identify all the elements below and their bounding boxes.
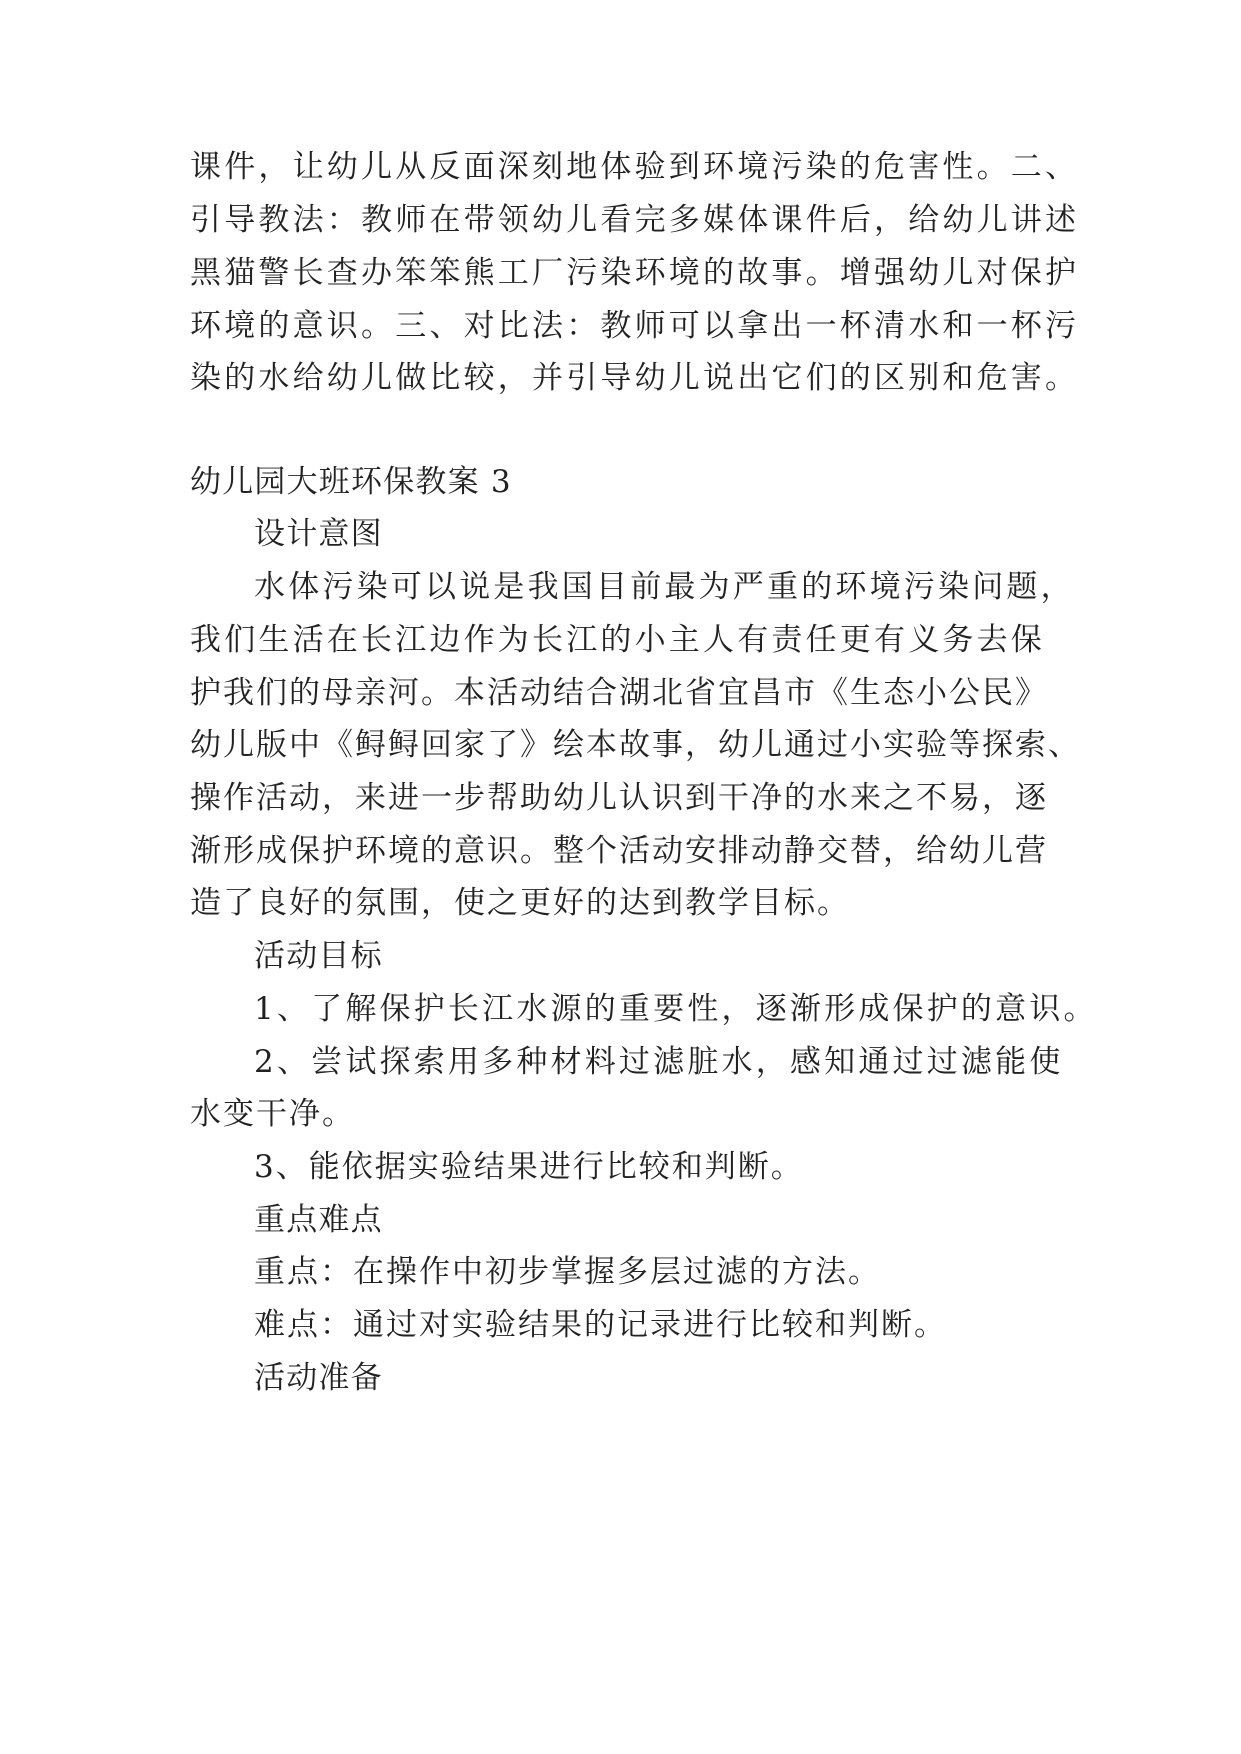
intro-line: 染的水给幼儿做比较，并引导幼儿说出它们的区别和危害。 (190, 360, 1080, 396)
design-paragraph-line: 操作活动，来进一步帮助幼儿认识到干净的水来之不易，逐 (190, 780, 1048, 816)
section-title: 幼儿园大班环保教案 3 (190, 464, 512, 500)
goal-item: 3、能依据实验结果进行比较和判断。 (254, 1149, 804, 1185)
intro-line: 课件，让幼儿从反面深刻地体验到环境污染的危害性。二、 (190, 149, 1080, 185)
key-point: 重点：在操作中初步掌握多层过滤的方法。 (254, 1254, 881, 1290)
goals-heading: 活动目标 (254, 938, 383, 974)
goal-item: 1、了解保护长江水源的重要性，逐渐形成保护的意识。 (254, 991, 1098, 1027)
design-paragraph-line: 我们生活在长江边作为长江的小主人有责任更有义务去保 (190, 622, 1045, 658)
design-paragraph-line: 渐形成保护环境的意识。整个活动安排动静交替，给幼儿营 (190, 833, 1048, 869)
intro-line: 黑猫警长查办笨笨熊工厂污染环境的故事。增强幼儿对保护 (190, 255, 1080, 291)
goal-item-continued: 水变干净。 (190, 1096, 355, 1132)
design-paragraph-line: 造了良好的氛围，使之更好的达到教学目标。 (190, 885, 850, 921)
intro-line: 引导教法：教师在带领幼儿看完多媒体课件后，给幼儿讲述 (190, 202, 1080, 238)
goal-item: 2、尝试探索用多种材料过滤脏水，感知通过过滤能使 (254, 1044, 1064, 1080)
difficult-point: 难点：通过对实验结果的记录进行比较和判断。 (254, 1307, 947, 1343)
design-paragraph-line: 水体污染可以说是我国目前最为严重的环境污染问题， (254, 569, 1075, 605)
intro-line: 环境的意识。三、对比法：教师可以拿出一杯清水和一杯污 (190, 308, 1080, 344)
design-paragraph-line: 护我们的母亲河。本活动结合湖北省宜昌市《生态小公民》 (190, 675, 1048, 711)
design-paragraph-line: 幼儿版中《鲟鲟回家了》绘本故事，幼儿通过小实验等探索、 (190, 727, 1081, 763)
prep-heading: 活动准备 (254, 1360, 383, 1396)
design-heading: 设计意图 (254, 516, 383, 552)
key-heading: 重点难点 (254, 1202, 383, 1238)
